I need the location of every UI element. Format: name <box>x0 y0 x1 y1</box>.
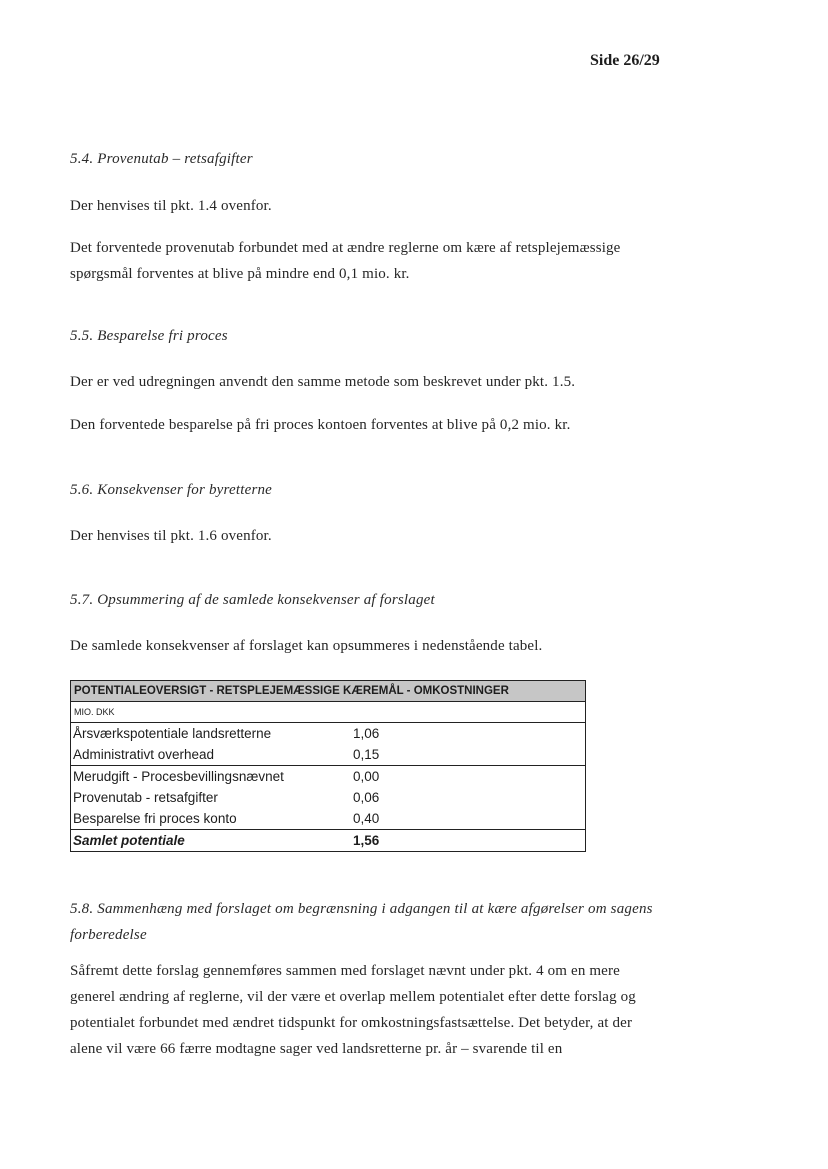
table-total-row <box>71 830 585 851</box>
heading-line: forberedelse <box>70 927 147 943</box>
paragraph: Der er ved udregningen anvendt den samme metode som beskrevet under pkt. 1.5. <box>70 374 576 390</box>
paragraph: Den forventede besparelse på fri proces kontoen forventes at blive på 0,2 mio. kr. <box>70 417 571 433</box>
cost-summary-table <box>70 680 586 852</box>
section-heading-5-8 <box>70 896 653 948</box>
paragraph-line: generel ændring af reglerne, vil der være et overlap mellem potentialet efter dette forslag og <box>70 989 636 1005</box>
table-row <box>71 723 585 744</box>
row-label: Årsværkspotentiale landsretterne <box>73 726 272 741</box>
row-label: Administrativt overhead <box>73 747 215 762</box>
total-label: Samlet potentiale <box>73 833 185 848</box>
section-heading-5-6: 5.6. Konsekvenser for byretterne <box>70 482 273 498</box>
row-value: 0,06 <box>353 790 380 805</box>
paragraph: Der henvises til pkt. 1.6 ovenfor. <box>70 528 272 544</box>
table-row <box>71 787 585 808</box>
table-row <box>71 744 585 765</box>
table-group-1 <box>71 723 585 766</box>
row-label: Besparelse fri proces konto <box>73 811 237 826</box>
row-value: 0,40 <box>353 811 380 826</box>
section-heading-5-7: 5.7. Opsummering af de samlede konsekvenser af forslaget <box>70 592 435 608</box>
section-heading-5-4: 5.4. Provenutab – retsafgifter <box>70 151 253 167</box>
paragraph-line: alene vil være 66 færre modtagne sager ved landsretterne pr. år – svarende til en <box>70 1041 563 1057</box>
paragraph-line: potentialet forbundet med ændret tidspunkt for omkostningsfastsættelse. Det betyder, at der <box>70 1015 633 1031</box>
table-unit: MIO. DKK <box>71 702 585 723</box>
row-label: Provenutab - retsafgifter <box>73 790 218 805</box>
row-value: 0,00 <box>353 769 380 784</box>
table-group-2 <box>71 766 585 830</box>
table-row <box>71 808 585 829</box>
row-value: 0,15 <box>353 747 380 762</box>
total-value: 1,56 <box>353 833 380 848</box>
paragraph: De samlede konsekvenser af forslaget kan opsummeres i nedenstående tabel. <box>70 638 543 654</box>
table-row <box>71 766 585 787</box>
table-title: POTENTIALEOVERSIGT - RETSPLEJEMÆSSIGE KÆREMÅL - OMKOSTNINGER <box>71 681 585 702</box>
row-value: 1,06 <box>353 726 380 741</box>
paragraph-line: Det forventede provenutab forbundet med at ændre reglerne om kære af retsplejemæssige <box>70 240 621 256</box>
paragraph <box>70 235 620 287</box>
page-number: Side 26/29 <box>590 52 660 69</box>
paragraph <box>70 958 636 1062</box>
heading-line: 5.8. Sammenhæng med forslaget om begrænsning i adgangen til at kære afgørelser om sagens <box>70 901 653 917</box>
paragraph: Der henvises til pkt. 1.4 ovenfor. <box>70 198 272 214</box>
paragraph-line: spørgsmål forventes at blive på mindre end 0,1 mio. kr. <box>70 266 410 282</box>
paragraph-line: Såfremt dette forslag gennemføres sammen med forslaget nævnt under pkt. 4 om en mere <box>70 963 620 979</box>
section-heading-5-5: 5.5. Besparelse fri proces <box>70 328 228 344</box>
row-label: Merudgift - Procesbevillingsnævnet <box>73 769 284 784</box>
